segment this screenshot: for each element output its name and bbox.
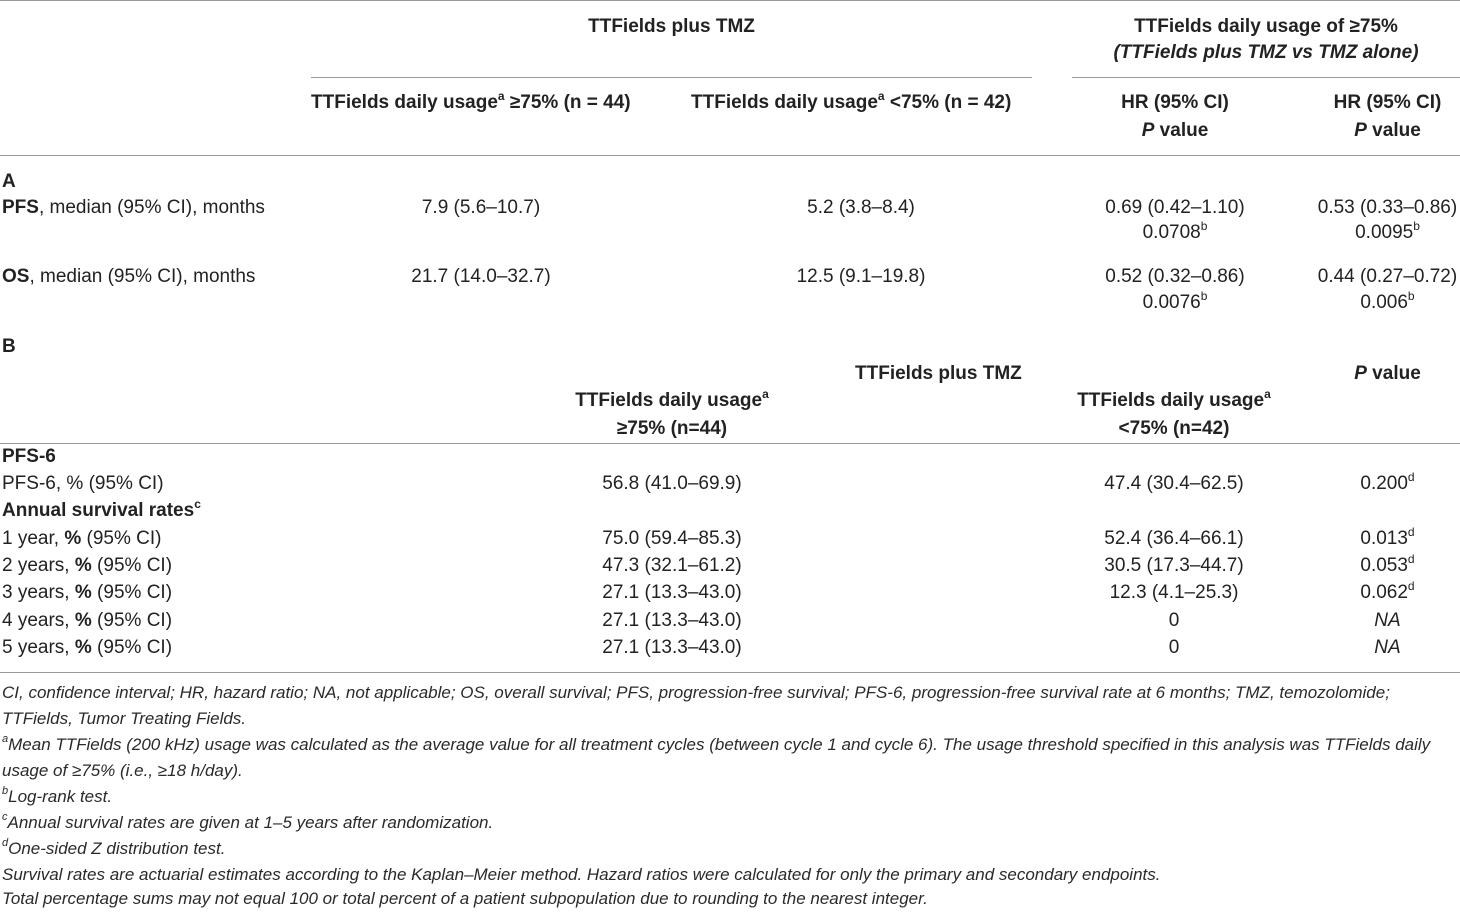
footnote-rounding: Total percentage sums may not equal 100 or total percent of a patient subpopulation due to rounding to the nearest integer. (2, 889, 928, 908)
annual-row-2-p (1300, 551, 1460, 578)
os-label-rest: , median (95% CI), months (29, 266, 256, 287)
pfs-p2-sup: b (1413, 218, 1420, 233)
section-b-p-header (1300, 362, 1460, 386)
footnote-d-mark: d (2, 837, 9, 850)
footnote-b-mark: b (2, 785, 9, 798)
p2-label-rest: value (1366, 120, 1421, 141)
footnote-a-mark: a (2, 733, 9, 746)
hr1-label: HR (95% CI) (1121, 92, 1229, 113)
annual-row-5-post: (95% CI) (91, 637, 173, 658)
section-b-label: B (2, 336, 16, 357)
annual-row-3-p-sup: d (1407, 578, 1415, 593)
annual-row-3-post: (95% CI) (91, 582, 173, 603)
pfs-p2 (1300, 218, 1460, 245)
annual-row-2-label (2, 554, 172, 578)
b-col1-sup: a (762, 386, 769, 401)
b-col1-line1: TTFields daily usage (575, 390, 763, 411)
annual-row-4-p: NA (1374, 610, 1401, 631)
annual-row-3-bold: % (74, 582, 92, 603)
annual-row-2-bold: % (74, 555, 92, 576)
annual-row-1-p (1300, 524, 1460, 551)
annual-row-1-post: (95% CI) (81, 528, 162, 549)
group2-underline (1072, 77, 1460, 78)
annual-heading (2, 496, 201, 523)
annual-row-1-lt75: 52.4 (36.4–66.1) (1104, 528, 1244, 549)
pfs6-p-value: 0.200 (1360, 473, 1408, 494)
pfs-label-rest: , median (95% CI), months (38, 197, 265, 218)
footnote-b (2, 784, 1458, 810)
footnote-a (2, 732, 1458, 784)
col-header-lt75-text: TTFields daily usage (691, 92, 878, 113)
p1-label-rest: value (1154, 120, 1209, 141)
annual-row-4-bold: % (74, 610, 92, 631)
pfs-p1-sup: b (1200, 218, 1208, 233)
annual-row-5-p: NA (1374, 637, 1401, 658)
section-b-col2-header-2: <75% (n=42) (1118, 418, 1230, 439)
col-header-lt75-post: <75% (n = 42) (884, 92, 1012, 113)
section-b-col2-header (1024, 386, 1324, 413)
pfs6-heading: PFS-6 (2, 446, 56, 467)
group1-header-text: TTFields plus TMZ (588, 16, 755, 37)
section-b-p-italic: P (1354, 363, 1367, 384)
annual-row-1-p-sup: d (1407, 524, 1415, 539)
col-header-ge75 (311, 88, 631, 115)
pfs6-row-label: PFS-6, % (95% CI) (2, 473, 164, 494)
annual-heading-sup: c (194, 496, 201, 511)
section-b-col1-header (522, 386, 822, 413)
annual-row-2-lt75: 30.5 (17.3–44.7) (1104, 555, 1244, 576)
pfs6-p (1300, 469, 1460, 496)
footnote-c (2, 810, 1458, 836)
section-b-group-header: TTFields plus TMZ (855, 363, 1022, 384)
annual-row-1-pre: 1 year, (2, 528, 65, 549)
annual-row-3-p (1300, 578, 1460, 605)
annual-row-5-pre: 5 years, (2, 637, 75, 658)
annual-row-5-ge75: 27.1 (13.3–43.0) (602, 637, 742, 658)
os-hr2: 0.44 (0.27–0.72) (1317, 266, 1458, 287)
annual-row-3-p-value: 0.062 (1360, 582, 1408, 603)
annual-row-4-post: (95% CI) (91, 610, 173, 631)
os-p1-value: 0.0076 (1142, 292, 1201, 313)
os-row-label (2, 265, 255, 289)
pfs-hr1: 0.69 (0.42–1.10) (1105, 197, 1245, 218)
annual-row-2-p-sup: d (1407, 551, 1415, 566)
section-a-label: A (2, 171, 16, 192)
annual-row-4-pre: 4 years, (2, 610, 75, 631)
annual-row-2-p-value: 0.053 (1360, 555, 1408, 576)
p1-label-italic: P (1141, 120, 1155, 141)
annual-row-1-p-value: 0.013 (1360, 528, 1408, 549)
os-p1 (1080, 288, 1270, 315)
annual-row-3-lt75: 12.3 (4.1–25.3) (1109, 582, 1239, 603)
os-ge75: 21.7 (14.0–32.7) (411, 266, 551, 287)
footnote-d (2, 836, 1458, 862)
b-col2-line1: TTFields daily usage (1077, 390, 1265, 411)
col-header-lt75-sup: a (877, 88, 885, 103)
group1-header (311, 15, 1032, 39)
annual-row-5-lt75: 0 (1168, 637, 1180, 658)
annual-row-2-pre: 2 years, (2, 555, 75, 576)
pfs6-p-sup: d (1407, 469, 1415, 484)
pfs-label-bold: PFS (2, 197, 39, 218)
annual-heading-text: Annual survival rates (2, 500, 195, 521)
pfs-p1-value: 0.0708 (1142, 222, 1201, 243)
os-lt75: 12.5 (9.1–19.8) (796, 266, 926, 287)
os-p2-sup: b (1407, 288, 1415, 303)
b-header-rule (0, 443, 1460, 444)
col-header-lt75 (691, 88, 1012, 115)
top-rule (0, 0, 1460, 1)
section-b-col1-header-2: ≥75% (n=44) (616, 418, 728, 439)
pfs6-lt75: 47.4 (30.4–62.5) (1104, 473, 1244, 494)
pfs-ge75: 7.9 (5.6–10.7) (421, 197, 541, 218)
group2-subheader (1072, 41, 1460, 65)
col-header-ge75-text: TTFields daily usage (311, 92, 498, 113)
annual-row-1-bold: % (64, 528, 82, 549)
pfs-p1 (1080, 218, 1270, 245)
annual-row-5-bold: % (74, 637, 92, 658)
pfs-hr2: 0.53 (0.33–0.86) (1317, 197, 1458, 218)
annual-row-3-label (2, 581, 172, 605)
annual-row-2-ge75: 47.3 (32.1–61.2) (602, 555, 742, 576)
pfs-p2-value: 0.0095 (1355, 222, 1414, 243)
footnote-a-text: Mean TTFields (200 kHz) usage was calculated as the average value for all treatment cycles (between cycle 1 and cycle 6). The usage threshold specified in this analysis was TTFields daily usage of ≥75% (i.e., ≥18 h/day). (2, 735, 1431, 780)
col-header-hr1 (1080, 91, 1270, 115)
table-bottom-rule (0, 672, 1460, 673)
pfs-row-label (2, 196, 265, 220)
footnote-survival: Survival rates are actuarial estimates according to the Kaplan–Meier method. Hazard ratios were calculated for only the primary and secondary endpoints. (2, 865, 1161, 884)
p2-label-italic: P (1354, 120, 1367, 141)
annual-row-3-ge75: 27.1 (13.3–43.0) (602, 582, 742, 603)
os-p2-value: 0.006 (1360, 292, 1408, 313)
annual-row-4-ge75: 27.1 (13.3–43.0) (602, 610, 742, 631)
header-bottom-rule (0, 155, 1460, 156)
footnote-c-text: Annual survival rates are given at 1–5 years after randomization. (7, 813, 494, 832)
annual-row-2-post: (95% CI) (91, 555, 173, 576)
footnote-b-text: Log-rank test. (8, 787, 113, 806)
pfs-lt75: 5.2 (3.8–8.4) (807, 197, 915, 218)
annual-row-4-label (2, 609, 172, 633)
annual-row-1-label (2, 527, 161, 551)
footnote-c-mark: c (2, 811, 8, 824)
annual-row-1-ge75: 75.0 (59.4–85.3) (602, 528, 742, 549)
group1-underline (311, 77, 1032, 78)
col-header-p1 (1080, 119, 1270, 143)
footnote-abbreviations: CI, confidence interval; HR, hazard ratio; NA, not applicable; OS, overall survival; PFS, progression-free survival; PFS-6, progression-free survival rate at 6 months; TMZ, temozolomide; TTFields, Tumor Treating Fields. (2, 683, 1390, 728)
annual-row-4-lt75: 0 (1168, 610, 1180, 631)
group2-header (1072, 15, 1460, 39)
pfs6-ge75: 56.8 (41.0–69.9) (602, 473, 742, 494)
annual-row-5-label (2, 636, 172, 660)
col-header-hr2 (1300, 91, 1460, 115)
col-header-ge75-sup: a (497, 88, 505, 103)
os-label-bold: OS (2, 266, 30, 287)
group2-header-line2: (TTFields plus TMZ vs TMZ alone) (1113, 42, 1419, 63)
footnote-d-text: One-sided Z distribution test. (8, 839, 226, 858)
annual-row-3-pre: 3 years, (2, 582, 75, 603)
b-col2-sup: a (1264, 386, 1271, 401)
col-header-ge75-post: ≥75% (n = 44) (504, 92, 631, 113)
group2-header-line1: TTFields daily usage of ≥75% (1134, 16, 1398, 37)
os-p2 (1300, 288, 1460, 315)
col-header-p2 (1300, 119, 1460, 143)
os-hr1: 0.52 (0.32–0.86) (1105, 266, 1245, 287)
os-p1-sup: b (1200, 288, 1208, 303)
section-b-p-rest: value (1366, 363, 1421, 384)
hr2-label: HR (95% CI) (1333, 92, 1442, 113)
